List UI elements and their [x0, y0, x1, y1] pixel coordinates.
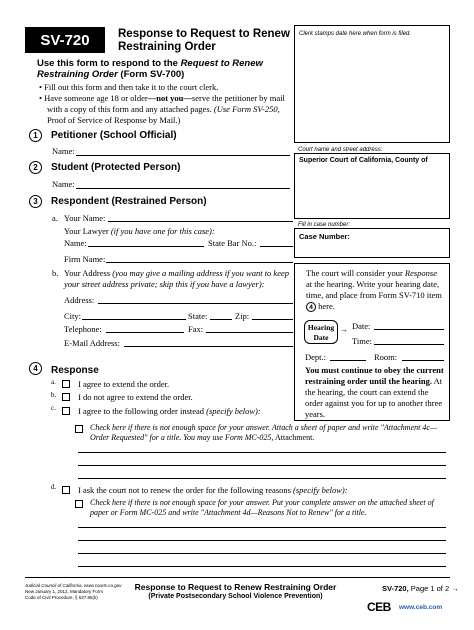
email-field[interactable] — [124, 346, 293, 347]
state-bar-field[interactable] — [260, 246, 293, 247]
city-label: City: — [64, 311, 82, 321]
do-not-renew-text: I ask the court not to renew the order for the following reasons (specify below): — [78, 485, 348, 495]
alternative-order-text: I agree to the following order instead (specify below): — [78, 406, 261, 416]
clerk-stamp-label: Clerk stamps date here when form is filed. — [299, 31, 412, 37]
4d-answer-line-1[interactable] — [78, 527, 446, 528]
room-field[interactable] — [402, 360, 444, 361]
footer-divider — [25, 577, 450, 578]
firm-name-label: Firm Name: — [64, 254, 106, 264]
item-a-label: a. — [52, 213, 58, 223]
dept-label: Dept.: — [305, 352, 327, 362]
4c-answer-line-2[interactable] — [78, 465, 446, 466]
petitioner-name-field[interactable] — [76, 155, 290, 156]
footer-page: SV-720, Page 1 of 2 → — [382, 584, 459, 593]
case-label: Fill in case number: — [298, 222, 351, 228]
date-label: Date: — [352, 321, 371, 331]
fax-field[interactable] — [206, 332, 293, 333]
4c-answer-line-3[interactable] — [78, 478, 446, 479]
4d-more-space-text: Check here if there is not enough space for your answer. Put your complete answer on the attached sheet of paper or Form MC-025 and write "Attachment 4d—Reasons Not to Renew" for a title. — [90, 498, 434, 517]
instructions-bullets — [39, 82, 294, 126]
ceb-logo: CEB — [367, 600, 391, 614]
date-field[interactable] — [374, 329, 444, 330]
case-number-label: Case Number: — [299, 232, 350, 241]
section-2-number: 2 — [29, 161, 42, 174]
4c-answer-line-1[interactable] — [78, 452, 446, 453]
your-name-label: Your Name: — [64, 213, 106, 223]
obey-notice: You must continue to obey the current restraining order until the hearing. At the hearing, the court can extend the order against you for up to another three years. — [305, 365, 444, 419]
4c-more-space-checkbox[interactable] — [75, 425, 83, 433]
fax-label: Fax: — [188, 324, 204, 334]
arrow-icon: → — [340, 325, 348, 334]
item-4b-label: b. — [51, 391, 57, 399]
state-bar-label: State Bar No.: — [208, 238, 257, 248]
hearing-date-badge: Hearing Date — [304, 320, 338, 344]
disagree-extend-text: I do not agree to extend the order. — [78, 392, 193, 402]
state-field[interactable] — [210, 319, 232, 320]
disagree-extend-checkbox[interactable] — [62, 393, 70, 401]
4d-more-space-checkbox[interactable] — [75, 500, 83, 508]
zip-label: Zip: — [235, 311, 250, 321]
instructions-heading: Use this form to respond to the Request to Renew Restraining Order (Form SV-700) — [37, 58, 263, 80]
section-3-number: 3 — [29, 195, 42, 208]
agree-extend-checkbox[interactable] — [62, 380, 70, 388]
telephone-label: Telephone: — [64, 324, 102, 334]
footer-title: Response to Request to Renew Restraining Order (Private Postsecondary School Violence Prevention) — [134, 582, 337, 600]
telephone-field[interactable] — [106, 332, 184, 333]
do-not-renew-checkbox[interactable] — [62, 486, 70, 494]
bullet-1: • Fill out this form and then take it to the court clerk. — [39, 82, 219, 92]
room-label: Room: — [374, 352, 398, 362]
section-4-number: 4 — [29, 362, 42, 375]
4d-answer-line-4[interactable] — [78, 566, 446, 567]
student-name-label: Name: — [52, 179, 75, 189]
section-1-number: 1 — [29, 129, 42, 142]
time-field[interactable] — [374, 344, 444, 345]
clerk-stamp-box — [294, 25, 450, 143]
lawyer-name-field[interactable] — [88, 246, 204, 247]
address-instructions: Your Address (you may give a mailing address if you want to keep your street address private; skip this if you have a lawyer): — [64, 268, 289, 289]
address-label: Address: — [64, 295, 95, 305]
lawyer-name-label: Name: — [64, 238, 87, 248]
court-name: Superior Court of California, County of — [299, 157, 428, 164]
city-field[interactable] — [82, 319, 186, 320]
form-number-box — [25, 27, 105, 53]
arrow-right-icon: → — [451, 584, 459, 593]
alternative-order-checkbox[interactable] — [62, 407, 70, 415]
4c-more-space-text: Check here if there is not enough space for your answer. Attach a sheet of paper and write "Attachment 4c—Order Requested" for a title. You may use Form MC-025, Attachment. — [90, 423, 438, 442]
form-number: SV-720 — [40, 31, 90, 49]
footer-left: Judicial Council of California, www.courts.ca.gov New January 1, 2012, Mandatory Form Code of Civil Procedure, § 527.85(k) — [25, 583, 122, 600]
item-b-label: b. — [52, 268, 59, 278]
4d-answer-line-3[interactable] — [78, 553, 446, 554]
item-4-circle: 4 — [306, 302, 316, 312]
section-2-title: Student (Protected Person) — [51, 162, 181, 173]
form-title: Response to Request to Renew Restraining Order — [118, 28, 290, 53]
dept-field[interactable] — [330, 360, 366, 361]
section-3-title: Respondent (Restrained Person) — [51, 196, 207, 207]
4d-answer-line-2[interactable] — [78, 540, 446, 541]
court-label: Court name and street address: — [298, 147, 383, 153]
email-label: E-Mail Address: — [64, 338, 120, 348]
item-4c-label: c. — [51, 404, 56, 412]
student-name-field[interactable] — [76, 188, 290, 189]
item-4d-label: d. — [51, 483, 57, 491]
firm-name-field[interactable] — [106, 262, 293, 263]
time-label: Time: — [352, 336, 373, 346]
section-4-title: Response — [51, 365, 99, 376]
lawyer-label: Your Lawyer (if you have one for this case): — [64, 226, 215, 236]
zip-field[interactable] — [252, 319, 293, 320]
case-number-box[interactable] — [294, 228, 450, 258]
hearing-instructions: The court will consider your Response at the hearing. Write your hearing date, time, and place from Form SV-710 item 4 here. — [306, 268, 442, 311]
your-name-field[interactable] — [108, 221, 293, 222]
address-field[interactable] — [98, 303, 293, 304]
section-1-title: Petitioner (School Official) — [51, 130, 177, 141]
ceb-url[interactable]: www.ceb.com — [399, 604, 443, 611]
agree-extend-text: I agree to extend the order. — [78, 379, 170, 389]
state-label: State: — [188, 311, 208, 321]
petitioner-name-label: Name: — [52, 146, 75, 156]
court-box[interactable] — [294, 153, 450, 219]
bullet-2: • Have someone age 18 or older—not you—serve the petitioner by mail with a copy of this form and any attached pages. (Use Form SV-250, Proof of Service of Response by Mail.) — [39, 93, 285, 125]
item-4a-label: a. — [51, 378, 56, 386]
